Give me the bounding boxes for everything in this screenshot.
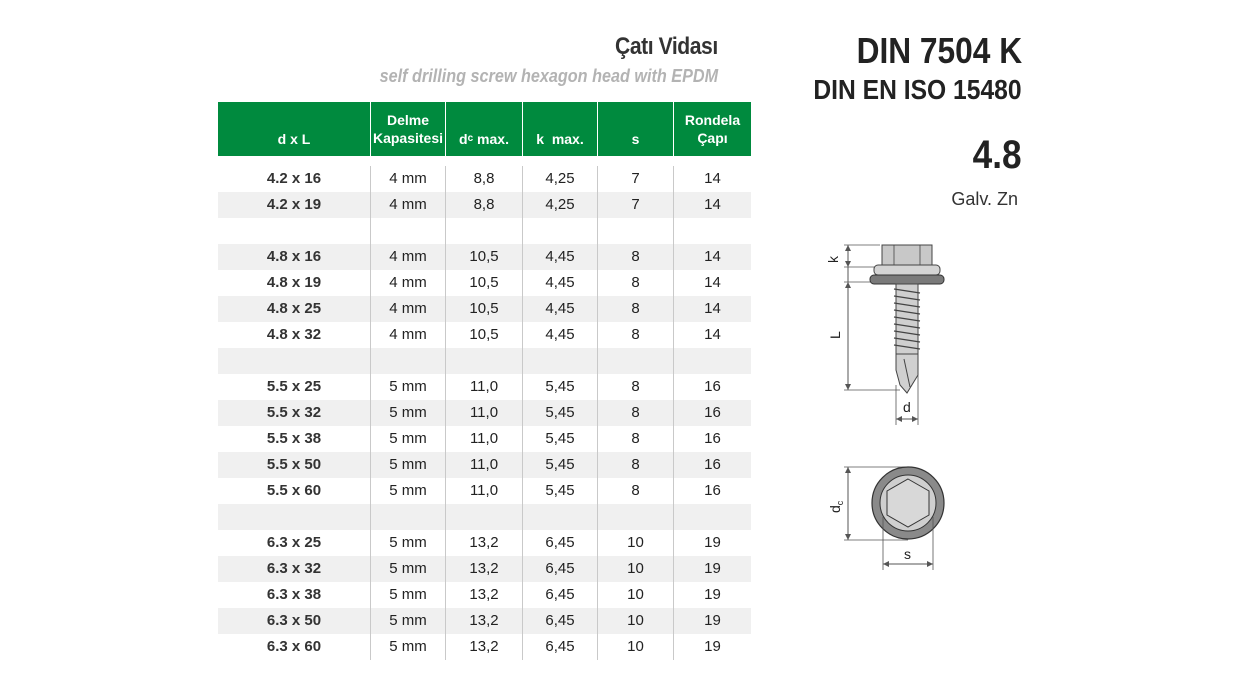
header-dc-max: [446, 102, 522, 156]
cell-dc-max: 11,0: [469, 456, 499, 473]
cell-drill-capacity: 4 mm: [389, 248, 427, 265]
header-dxl: d x L: [277, 131, 311, 147]
cell-washer: 19: [704, 560, 721, 577]
cell-k-max: 6,45: [545, 638, 575, 655]
cell-size: 4.8 x 19: [266, 274, 322, 291]
cell-k-max: 5,45: [545, 430, 575, 447]
cell-washer: 16: [704, 482, 721, 499]
header-drill-capacity: [371, 102, 445, 156]
label-k: k: [825, 256, 841, 263]
screw-diagram: [820, 235, 980, 575]
cell-drill-capacity: 4 mm: [389, 300, 427, 317]
header-dc-sub: c: [467, 133, 474, 144]
table-row: [218, 244, 751, 270]
cell-size: 6.3 x 32: [266, 560, 322, 577]
cell-washer: 19: [704, 534, 721, 551]
table-row: [218, 608, 751, 634]
cell-s: 8: [631, 404, 640, 421]
standard-iso: DIN EN ISO 15480: [813, 74, 1022, 105]
page-subtitle: self drilling screw hexagon head with EPDM: [379, 66, 718, 86]
cell-drill-capacity: 5 mm: [389, 456, 427, 473]
table-row: [218, 582, 751, 608]
cell-s: 8: [631, 456, 640, 473]
table-row: [218, 556, 751, 582]
header-washer-diameter: [674, 102, 751, 156]
cell-drill-capacity: [371, 348, 445, 374]
cell-k-max: [523, 348, 597, 374]
cell-dc-max: 10,5: [469, 326, 499, 343]
cell-dc-max: 11,0: [469, 404, 499, 421]
table-row: [218, 452, 751, 478]
cell-washer: [674, 218, 751, 244]
cell-dc-max: [446, 218, 522, 244]
cell-k-max: 4,25: [545, 170, 575, 187]
cell-drill-capacity: 4 mm: [389, 326, 427, 343]
cell-dc-max: 8,8: [473, 170, 495, 187]
cell-s: 10: [627, 586, 644, 603]
table-row: [218, 530, 751, 556]
cell-size: 5.5 x 60: [266, 482, 322, 499]
cell-size: [218, 504, 370, 530]
standard-din: DIN 7504 K: [856, 30, 1022, 71]
cell-dc-max: 13,2: [469, 534, 499, 551]
cell-washer: 14: [704, 196, 721, 213]
cell-size: 5.5 x 25: [266, 378, 322, 395]
header-dc-suffix: max.: [473, 131, 509, 147]
cell-k-max: 6,45: [545, 534, 575, 551]
cell-s: [598, 218, 673, 244]
cell-s: 10: [627, 612, 644, 629]
table-row: [218, 218, 751, 244]
cell-s: 10: [627, 534, 644, 551]
cell-k-max: 4,45: [545, 300, 575, 317]
table-row: [218, 192, 751, 218]
cell-dc-max: 13,2: [469, 638, 499, 655]
cell-washer: 19: [704, 586, 721, 603]
cell-washer: 16: [704, 430, 721, 447]
screw-top-view: [827, 467, 944, 570]
cell-size: 4.2 x 16: [266, 170, 322, 187]
cell-k-max: 4,25: [545, 196, 575, 213]
cell-s: 8: [631, 482, 640, 499]
cell-s: 7: [631, 196, 640, 213]
cell-dc-max: 11,0: [469, 378, 499, 395]
cell-size: 6.3 x 38: [266, 586, 322, 603]
label-s: s: [904, 546, 911, 562]
cell-dc-max: 13,2: [469, 560, 499, 577]
cell-drill-capacity: 5 mm: [389, 482, 427, 499]
cell-drill-capacity: 5 mm: [389, 404, 427, 421]
header-s: s: [631, 131, 640, 147]
table-row: [218, 296, 751, 322]
cell-washer: [674, 504, 751, 530]
cell-dc-max: 11,0: [469, 430, 499, 447]
cell-k-max: 5,45: [545, 482, 575, 499]
cell-k-max: 4,45: [545, 326, 575, 343]
cell-size: 4.8 x 25: [266, 300, 322, 317]
cell-s: 10: [627, 560, 644, 577]
cell-drill-capacity: 4 mm: [389, 196, 427, 213]
cell-k-max: 6,45: [545, 612, 575, 629]
header-drill-line2: Kapasitesi: [372, 130, 444, 146]
cell-s: 8: [631, 430, 640, 447]
cell-size: 4.8 x 16: [266, 248, 322, 265]
label-d: d: [903, 399, 911, 415]
cell-washer: 14: [704, 170, 721, 187]
cell-s: [598, 504, 673, 530]
table-row: [218, 478, 751, 504]
table-header: [218, 102, 751, 156]
cell-s: [598, 348, 673, 374]
cell-drill-capacity: 5 mm: [389, 378, 427, 395]
cell-drill-capacity: 5 mm: [389, 430, 427, 447]
cell-washer: 16: [704, 456, 721, 473]
header-washer-line1: Rondela: [684, 112, 741, 128]
cell-washer: 14: [704, 326, 721, 343]
cell-dc-max: 10,5: [469, 300, 499, 317]
label-dc: $d_c$: [827, 500, 845, 513]
cell-size: 6.3 x 25: [266, 534, 322, 551]
cell-k-max: 5,45: [545, 456, 575, 473]
surface-finish: Galv. Zn: [951, 189, 1018, 209]
cell-dc-max: 13,2: [469, 586, 499, 603]
cell-washer: 14: [704, 300, 721, 317]
cell-k-max: [523, 218, 597, 244]
cell-size: 6.3 x 60: [266, 638, 322, 655]
cell-drill-capacity: 5 mm: [389, 638, 427, 655]
cell-drill-capacity: [371, 504, 445, 530]
cell-dc-max: 11,0: [469, 482, 499, 499]
cell-dc-max: 10,5: [469, 248, 499, 265]
cell-k-max: 6,45: [545, 560, 575, 577]
cell-dc-max: 13,2: [469, 612, 499, 629]
cell-drill-capacity: 5 mm: [389, 534, 427, 551]
cell-washer: 14: [704, 274, 721, 291]
cell-k-max: 4,45: [545, 274, 575, 291]
cell-size: 5.5 x 32: [266, 404, 322, 421]
table-row: [218, 270, 751, 296]
cell-s: 8: [631, 248, 640, 265]
cell-k-max: [523, 504, 597, 530]
table-row: [218, 426, 751, 452]
header-dc-main: d: [459, 131, 468, 147]
label-length: L: [827, 331, 843, 339]
cell-drill-capacity: [371, 218, 445, 244]
header-drill-line1: Delme: [386, 112, 429, 128]
cell-size: 4.2 x 19: [266, 196, 322, 213]
strength-grade: 4.8: [973, 133, 1022, 177]
cell-drill-capacity: 4 mm: [389, 170, 427, 187]
cell-size: 5.5 x 50: [266, 456, 322, 473]
cell-k-max: 6,45: [545, 586, 575, 603]
table-row: [218, 504, 751, 530]
cell-s: 8: [631, 274, 640, 291]
cell-s: 8: [631, 326, 640, 343]
cell-drill-capacity: 5 mm: [389, 586, 427, 603]
cell-washer: 19: [704, 638, 721, 655]
cell-washer: [674, 348, 751, 374]
cell-drill-capacity: 4 mm: [389, 274, 427, 291]
header-k-max: k max.: [536, 131, 584, 147]
dimension-table: [218, 102, 751, 660]
cell-size: 5.5 x 38: [266, 430, 322, 447]
cell-drill-capacity: 5 mm: [389, 612, 427, 629]
header-washer-line2: Çapı: [697, 130, 728, 146]
table-row: [218, 400, 751, 426]
cell-dc-max: [446, 504, 522, 530]
cell-size: [218, 348, 370, 374]
table-row: [218, 374, 751, 400]
table-row: [218, 348, 751, 374]
cell-s: 7: [631, 170, 640, 187]
cell-k-max: 5,45: [545, 378, 575, 395]
table-row: [218, 322, 751, 348]
cell-s: 8: [631, 300, 640, 317]
cell-dc-max: 10,5: [469, 274, 499, 291]
cell-dc-max: [446, 348, 522, 374]
cell-washer: 14: [704, 248, 721, 265]
cell-drill-capacity: 5 mm: [389, 560, 427, 577]
cell-k-max: 5,45: [545, 404, 575, 421]
cell-size: 4.8 x 32: [266, 326, 322, 343]
cell-s: 10: [627, 638, 644, 655]
cell-washer: 16: [704, 378, 721, 395]
table-body: [218, 166, 751, 660]
cell-dc-max: 8,8: [473, 196, 495, 213]
cell-k-max: 4,45: [545, 248, 575, 265]
table-row: [218, 166, 751, 192]
cell-size: 6.3 x 50: [266, 612, 322, 629]
table-row: [218, 634, 751, 660]
cell-washer: 19: [704, 612, 721, 629]
cell-s: 8: [631, 378, 640, 395]
page-title: Çatı Vidası: [615, 33, 718, 60]
screw-side-view: [825, 245, 944, 425]
cell-washer: 16: [704, 404, 721, 421]
cell-size: [218, 218, 370, 244]
